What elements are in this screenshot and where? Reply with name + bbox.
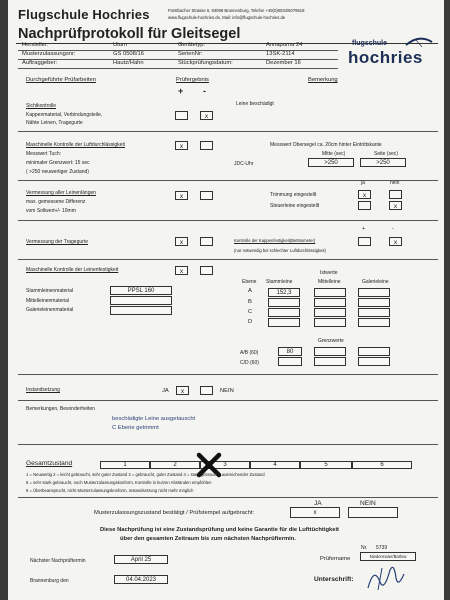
steuerleine-ja-box[interactable] xyxy=(358,201,371,210)
leinen-ja-label: ja xyxy=(361,180,365,186)
seriennr-label: SerienNr: xyxy=(178,51,203,57)
nr-label: Nr. xyxy=(361,545,368,551)
luft-minus-box[interactable] xyxy=(200,141,213,150)
a-galerie-field[interactable] xyxy=(358,288,390,297)
trage-minus-box[interactable] xyxy=(200,237,213,246)
logo xyxy=(346,36,438,70)
gesamt-legend-3: 6 = Überbeansprucht, nicht Musterzulassungskonform, Instandsetzung nicht mehr möglich xyxy=(26,488,194,493)
cd-galerie-field[interactable] xyxy=(358,357,390,366)
mittel-field[interactable] xyxy=(110,296,172,305)
cd-stamm-field[interactable] xyxy=(278,357,302,366)
luft-jdc-label: JDC-Uhr xyxy=(234,161,254,167)
d-galerie-field[interactable] xyxy=(358,318,390,327)
footer-line2: über den gesamten Zeitraum bis zum nächsten Nachprüftermin. xyxy=(120,536,296,542)
row-b-label: B xyxy=(248,299,252,305)
ab-label: A/B (60) xyxy=(240,350,259,356)
kappe-minus-box[interactable]: x xyxy=(389,237,402,246)
steuerleine-nein-box[interactable]: x xyxy=(389,201,402,210)
hersteller-label: Hersteller: xyxy=(22,42,49,48)
gesamt-1[interactable]: 1 xyxy=(100,461,150,469)
naechste-field[interactable]: April 25 xyxy=(114,555,168,564)
col-pruefergebnis: Prüfergebnis xyxy=(176,77,209,83)
stamm-field[interactable]: PPSL 160 xyxy=(110,286,172,295)
galerieleine-label: Galerieleine xyxy=(362,279,389,285)
school-address: Fürstbacher Strasse 6, 93098 Brannenburg, Telefon +49(0)8034/6079618 xyxy=(168,8,305,13)
leinen-line2: vom Sollwert+/- 10mm xyxy=(26,208,76,214)
ebene-label: Ebene xyxy=(242,279,257,285)
instand-ja-label: JA xyxy=(162,388,169,394)
instand-title: Instandsetzung xyxy=(26,387,60,393)
festigkeit-plus-box[interactable]: x xyxy=(175,266,188,275)
logo-top-text: flugschule xyxy=(352,40,388,47)
bestaetigt-ja-label: JA xyxy=(314,500,322,507)
gesamt-3[interactable]: 3 xyxy=(200,461,250,469)
datum-field[interactable]: 04.04.2023 xyxy=(114,575,168,584)
sicht-plus-box[interactable] xyxy=(175,111,188,120)
auftraggeber-value: Hautz/Hahn xyxy=(113,60,144,66)
instand-ja-box[interactable]: x xyxy=(176,386,189,395)
gesamt-legend-2: 5 = sehr stark gebraucht, noch Musterzulassungskonform, Kontrolle in kurzen Abständen empfohlen xyxy=(26,480,212,485)
naechste-label: Nächster Nachprüftermin xyxy=(30,558,86,564)
gesamt-5[interactable]: 5 xyxy=(300,461,352,469)
leinen-title: Vermessung aller Leinenlängen xyxy=(26,190,97,196)
luft-mitte-field[interactable]: >250 xyxy=(308,158,354,167)
bestaetigt-text: Musterzulassungszustand bestätigt / Prüfstempel aufgebracht: xyxy=(94,510,255,516)
hersteller-value: Uturn xyxy=(113,42,128,48)
bemerk-line1: beschädigte Leine ausgetauscht xyxy=(112,416,196,422)
luft-seite-label: Seite (sec) xyxy=(374,151,398,157)
galerie-field[interactable] xyxy=(110,306,172,315)
seriennr-value: 13SK-2114 xyxy=(266,51,295,57)
nr-value: 5739 xyxy=(376,545,388,551)
pruefer-label: Prüfername xyxy=(320,556,351,562)
luft-grenzwert: minimaler Grenzwert: 15 sec xyxy=(26,160,90,166)
kappe-note: (nur notwendig bei schlechter Luftdurchlässigkeit) xyxy=(234,248,326,253)
gesamt-6[interactable]: 6 xyxy=(352,461,412,469)
trage-title: Vermessung der Tragegurte xyxy=(26,239,88,245)
leinen-line1: max. gemessene Differenz xyxy=(26,199,86,205)
stamm-label: Stammleinenmaterial xyxy=(26,288,73,294)
luft-neuwertig: ( >250 neuwertiger Zustand) xyxy=(26,169,89,175)
b-mittel-field[interactable] xyxy=(314,298,346,307)
paraglider-icon xyxy=(404,36,434,48)
bemerk-title: Bemerkungen, Besonderheiten xyxy=(26,406,95,412)
kappe-plus-label: + xyxy=(362,226,366,232)
signature xyxy=(360,560,412,594)
musterzulassung-value: GS 0508/16 xyxy=(113,51,144,57)
a-mittel-field[interactable] xyxy=(314,288,346,297)
istwerte-label: Istwerte xyxy=(320,270,338,276)
geraetetyp-label: Gerätetyp: xyxy=(178,42,206,48)
instand-nein-box[interactable] xyxy=(200,386,213,395)
kappe-minus-label: - xyxy=(392,226,394,232)
col-pruefarbeiten: Durchgeführte Prüfarbeiten xyxy=(26,77,96,83)
cd-mittel-field[interactable] xyxy=(314,357,346,366)
leinen-plus-box[interactable]: x xyxy=(175,191,188,200)
c-galerie-field[interactable] xyxy=(358,308,390,317)
stammleine-label: Stammleine xyxy=(266,279,293,285)
sicht-note: Leine beschädigt xyxy=(236,101,274,107)
steuerleine-label: Steuerleine eingestellt xyxy=(270,203,320,209)
gesamt-4[interactable]: 4 xyxy=(250,461,300,469)
a-stamm-field[interactable]: 152,3 xyxy=(268,288,300,297)
kappe-plus-box[interactable] xyxy=(358,237,371,246)
b-galerie-field[interactable] xyxy=(358,298,390,307)
ab-galerie-field[interactable] xyxy=(358,347,390,356)
col-minus: - xyxy=(203,86,206,96)
kappe-title: Kontrolle der Kappenfestigkeit(Bettsometer) xyxy=(234,238,316,243)
grenzwerte-label: Grenzwerte xyxy=(318,338,344,344)
school-web: www.flugschule-hochries.de, Mail: info@flugschule-hochries.de xyxy=(168,15,286,20)
b-stamm-field[interactable] xyxy=(268,298,300,307)
trage-plus-box[interactable]: x xyxy=(175,237,188,246)
festigkeit-title: Maschinelle Kontrolle der Leinenfestigkeit xyxy=(26,267,119,273)
luft-messwert-label: Messwert Tuch: xyxy=(26,151,62,157)
luft-mitte-label: Mitte (sec) xyxy=(322,151,346,157)
c-mittel-field[interactable] xyxy=(314,308,346,317)
unterschrift-label: Unterschrift: xyxy=(314,576,354,583)
bestaetigt-nein-label: NEIN xyxy=(360,500,376,507)
luft-plus-box[interactable]: x xyxy=(175,141,188,150)
bestaetigt-nein-field[interactable] xyxy=(348,507,398,518)
ab-stamm-field[interactable]: 80 xyxy=(278,347,302,356)
d-stamm-field[interactable] xyxy=(268,318,300,327)
mittelleine-label: Mittelleine xyxy=(318,279,341,285)
bemerk-line2: C Eberie getrimmt xyxy=(112,425,159,431)
luft-seite-field[interactable]: >250 xyxy=(360,158,406,167)
row-d-label: D xyxy=(248,319,253,325)
bestaetigt-ja-field[interactable]: x xyxy=(290,507,340,518)
c-stamm-field[interactable] xyxy=(268,308,300,317)
trimmung-nein-box[interactable] xyxy=(389,190,402,199)
col-bemerkung: Bemerkung xyxy=(308,77,338,83)
page-title: Nachprüfprotokoll für Gleitsegel xyxy=(18,26,241,42)
sicht-line1: Kappenmaterial, Verbindungsteile, xyxy=(26,112,103,118)
trimmung-label: Trimmung eingestellt xyxy=(270,192,317,198)
cd-label: C/D (60) xyxy=(240,360,259,366)
trimmung-ja-box[interactable]: x xyxy=(358,190,371,199)
auftraggeber-label: Auftraggeber: xyxy=(22,60,58,66)
mittel-label: Mittelleinenmaterial xyxy=(26,298,70,304)
d-mittel-field[interactable] xyxy=(314,318,346,327)
row-c-label: C xyxy=(248,309,253,315)
galerie-label: Galerieleinenmaterial xyxy=(26,307,74,313)
footer-line1: Diese Nachprüfung ist eine Zustandsprüfung und keine Garantie für die Lufttüchtigkeit xyxy=(100,527,339,533)
stueckpruefung-label: Stückprüfungsdatum: xyxy=(178,60,233,66)
gesamt-2[interactable]: 2 xyxy=(150,461,200,469)
sicht-line2: Nähte Leinen, Tragegurte xyxy=(26,120,83,126)
ort-label: Brannenburg den xyxy=(30,578,69,584)
logo-bottom-text: hochries xyxy=(348,48,423,67)
luft-messwert-note: Messwert Obersegel ca. 20cm hinter Eintrittskante xyxy=(270,142,382,148)
protocol-sheet xyxy=(8,0,444,600)
pruefer-stamp: Niedermaier/Barlow xyxy=(360,552,416,561)
col-plus: + xyxy=(178,86,184,96)
row-a-label: A xyxy=(248,288,252,294)
sicht-minus-box[interactable]: x xyxy=(200,111,213,120)
luft-title: Maschinelle Kontrolle der Luftdurchlässigkeit xyxy=(26,142,125,148)
instand-nein-label: NEIN xyxy=(220,388,234,394)
stueckpruefung-value: Dezember 16 xyxy=(266,60,301,66)
musterzulassung-label: Musterzulassungsnr: xyxy=(22,51,76,57)
sicht-title: Sichtkontrolle xyxy=(26,103,57,109)
leinen-nein-label: nein xyxy=(390,180,400,186)
festigkeit-minus-box[interactable] xyxy=(200,266,213,275)
leinen-minus-box[interactable] xyxy=(200,191,213,200)
gesamt-legend-1: 1 = Neuwertig 2 = leicht gebraucht, sehr guter Zustand 3 = gebraucht, guter Zustand 4 = stark gebraucht, ausreichender Zustand xyxy=(26,472,265,477)
gesamt-title: Gesamtzustand xyxy=(26,460,73,467)
geraetetyp-value: Annapurna 24 xyxy=(266,42,303,48)
school-name: Flugschule Hochries xyxy=(18,7,150,22)
ab-mittel-field[interactable] xyxy=(314,347,346,356)
